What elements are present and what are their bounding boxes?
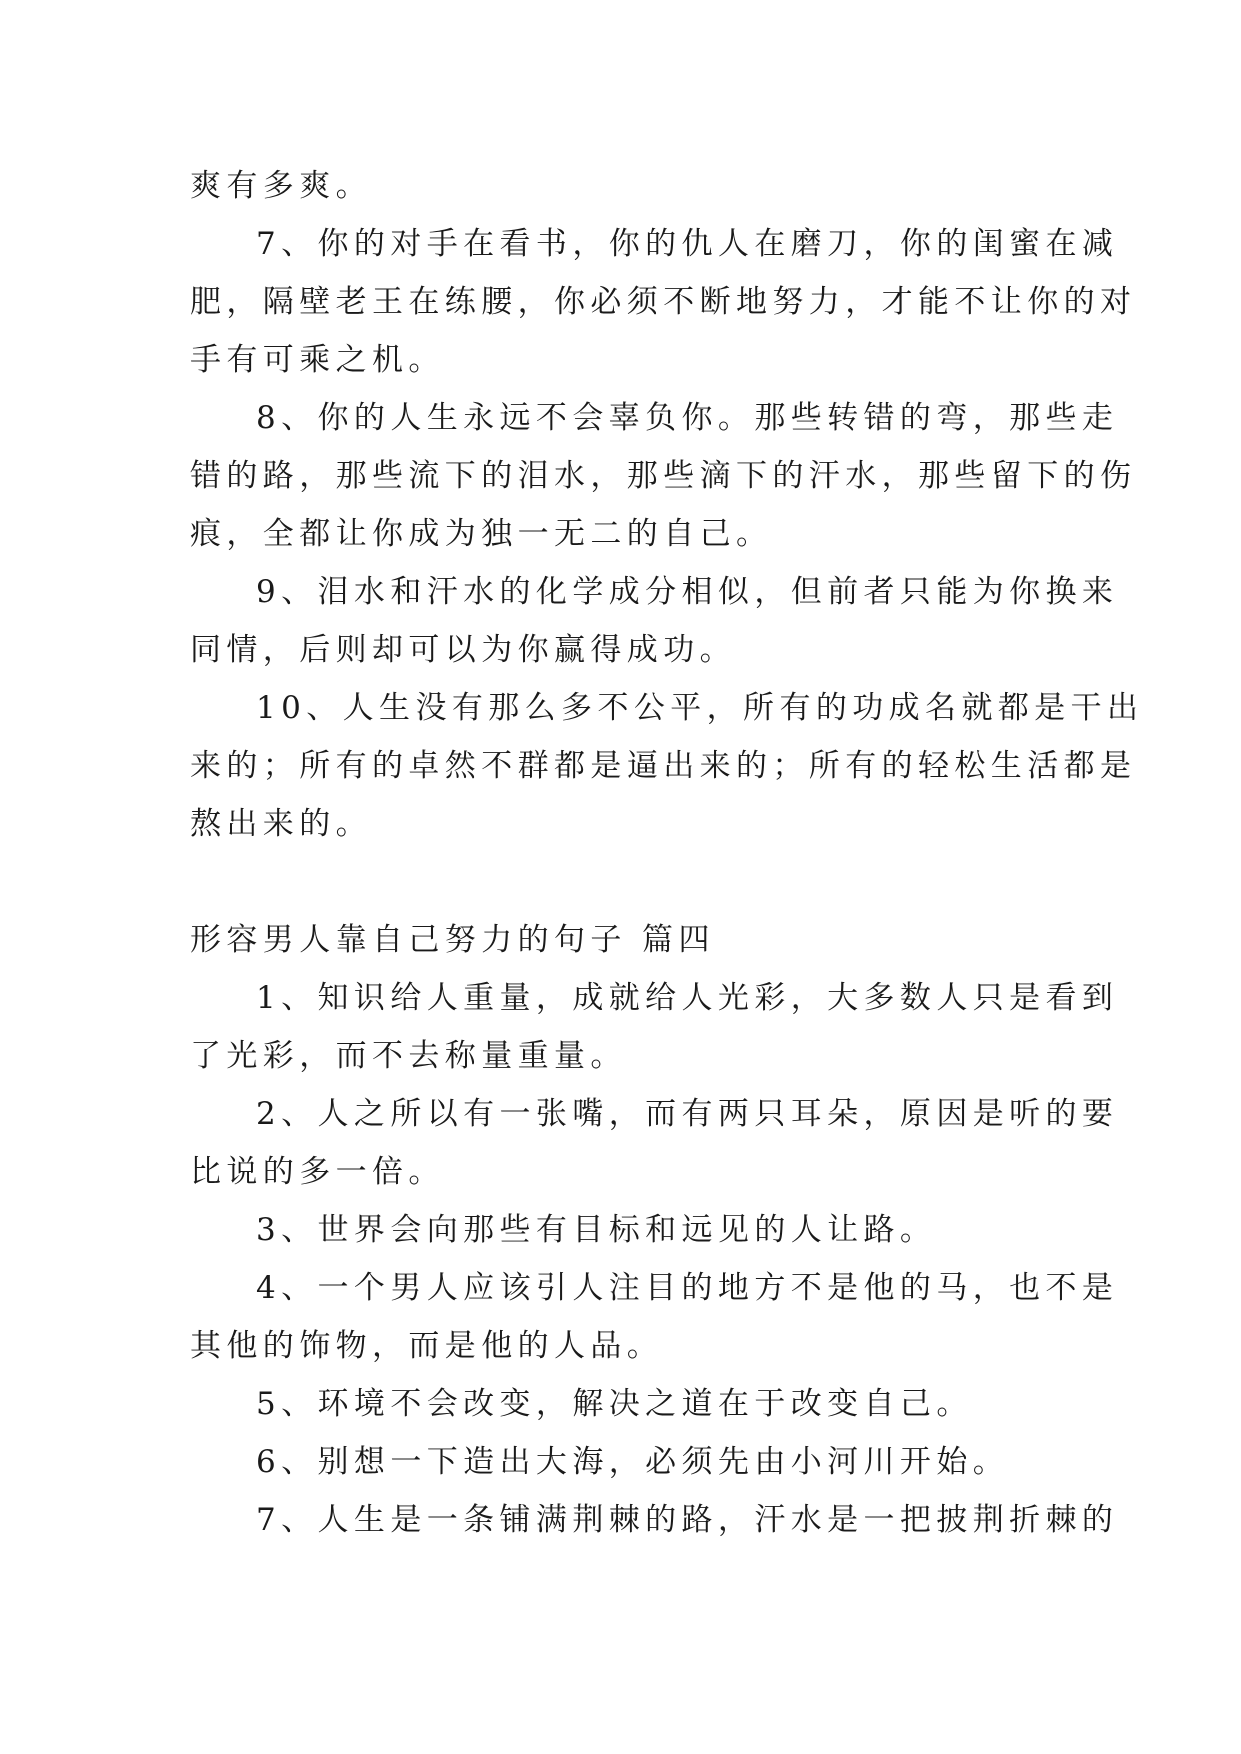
text-line: 4、一个男人应该引人注目的地方不是他的马，也不是 [256,1270,1119,1306]
text-line: 熬出来的。 [190,806,372,842]
text-line: 7、人生是一条铺满荆棘的路，汗水是一把披荆折棘的 [256,1502,1119,1538]
text-line: 6、别想一下造出大海，必须先由小河川开始。 [256,1444,1010,1480]
text-line: 8、你的人生永远不会辜负你。那些转错的弯，那些走 [256,400,1119,436]
text-line: 其他的饰物，而是他的人品。 [190,1328,664,1364]
text-line: 10、人生没有那么多不公平，所有的功成名就都是干出 [256,690,1144,726]
text-line: 2、人之所以有一张嘴，而有两只耳朵，原因是听的要 [256,1096,1119,1132]
document-page [190,157,1144,1549]
text-line: 肥，隔壁老王在练腰，你必须不断地努力，才能不让你的对 [190,284,1137,320]
text-line: 同情，后则却可以为你赢得成功。 [190,632,736,668]
text-line: 5、环境不会改变，解决之道在于改变自己。 [256,1386,973,1422]
paragraph-gap [190,853,1050,911]
section-heading: 形容男人靠自己努力的句子 篇四 [190,922,715,958]
text-line: 来的；所有的卓然不群都是逼出来的；所有的轻松生活都是 [190,748,1137,784]
text-line: 错的路，那些流下的泪水，那些滴下的汗水，那些留下的伤 [190,458,1137,494]
text-line: 了光彩，而不去称量重量。 [190,1038,627,1074]
text-line: 手有可乘之机。 [190,342,445,378]
text-line: 3、世界会向那些有目标和远见的人让路。 [256,1212,937,1248]
text-line: 痕，全都让你成为独一无二的自己。 [190,516,773,552]
text-line: 爽有多爽。 [190,168,372,204]
text-line: 9、泪水和汗水的化学成分相似，但前者只能为你换来 [256,574,1119,610]
text-line: 比说的多一倍。 [190,1154,445,1190]
text-line: 7、你的对手在看书，你的仇人在磨刀，你的闺蜜在减 [256,226,1119,262]
text-line: 1、知识给人重量，成就给人光彩，大多数人只是看到 [256,980,1119,1016]
